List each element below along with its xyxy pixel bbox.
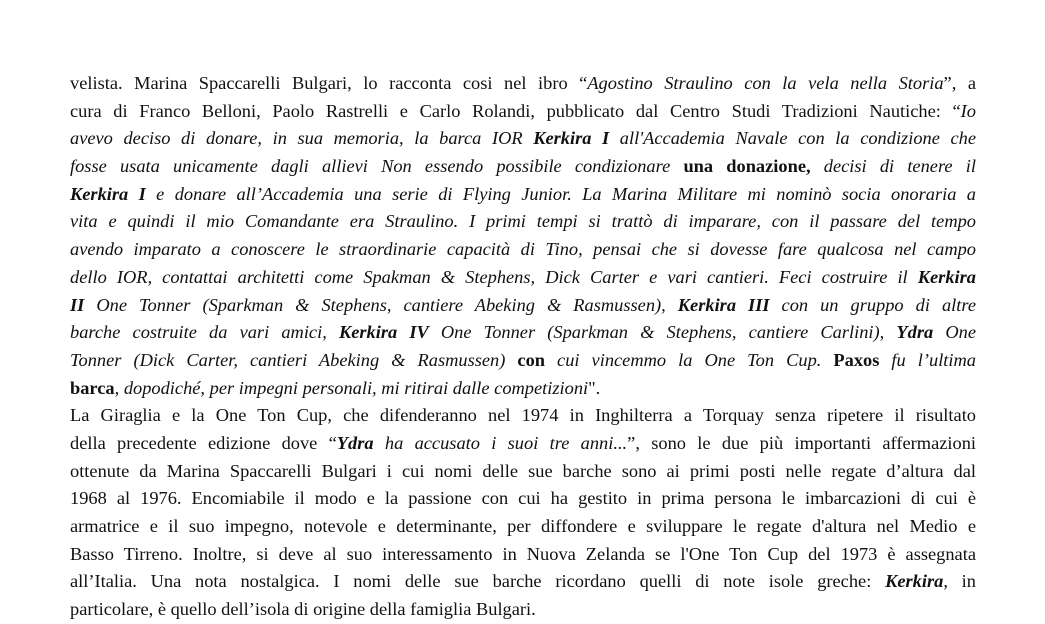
text-line: [70, 125, 976, 153]
text-run: ".: [588, 377, 601, 398]
text-line: [70, 181, 976, 209]
text-run: della precedente edizione dove “: [70, 432, 337, 453]
text-run: II: [70, 294, 85, 315]
text-line: [70, 264, 976, 292]
text-run: Kerkira: [885, 571, 944, 592]
text-run: One Tonner (Sparkman & Stephens, cantiere Carlini),: [428, 322, 897, 343]
text-run: La Giraglia e la One Ton Cup, che difenderanno nel 1974 in Inghilterra a Torquay senza ripetere il risultato: [70, 405, 976, 426]
text-run: e donare all’Accademia una serie di Flying Junior. La Marina Militare mi nominò socia onoraria a: [145, 183, 976, 204]
text-run: Basso Tirreno. Inoltre, si deve al suo interessamento in Nuova Zelanda se l'One Ton Cup del 1973 è assegnata: [70, 543, 976, 564]
text-run: una donazione,: [683, 156, 811, 177]
text-line: [70, 485, 976, 513]
text-run: all’Italia. Una nota nostalgica. I nomi delle sue barche ricordano quelli di note isole greche:: [70, 571, 886, 592]
text-run: all'Accademia Navale con la condizione che: [609, 128, 976, 149]
text-line: [70, 347, 976, 375]
document-page: [70, 70, 976, 624]
text-run: dello IOR, contattai architetti come Spakman & Stephens, Dick Carter e vari cantieri. Feci costruire il: [70, 266, 918, 287]
text-run: fosse usata unicamente dagli allievi Non essendo possibile condizionare: [70, 156, 684, 177]
text-run: con un gruppo di altre: [769, 294, 977, 315]
text-run: cura di Franco Belloni, Paolo Rastrelli e Carlo Rolandi, pubblicato dal Centro Studi Tradizioni Nautiche: “: [70, 100, 961, 121]
text-run: ottenute da Marina Spaccarelli Bulgari i cui nomi delle sue barche sono ai primi posti nelle regate d’altura dal: [70, 460, 976, 481]
text-line: [70, 596, 976, 624]
text-run: Agostino Straulino con la vela nella Storia: [587, 73, 944, 93]
text-run: Kerkira III: [677, 294, 770, 315]
text-line: [70, 541, 976, 569]
text-run: decisi di tenere il: [810, 156, 976, 177]
text-line: [70, 153, 976, 181]
text-run: ha accusato i suoi tre anni...: [373, 432, 628, 453]
text-run: 1968 al 1976. Encomiabile il modo e la passione con cui ha gestito in prima persona le imbarcazioni di cui è: [70, 488, 976, 509]
text-run: particolare, è quello dell’isola di origine della famiglia Bulgari.: [70, 599, 536, 620]
text-line: [70, 236, 976, 264]
text-run: , dopodiché, per impegni personali, mi ritirai dalle competizioni: [114, 377, 589, 398]
text-line: [70, 98, 976, 126]
text-line: [70, 430, 976, 458]
text-run: Kerkira IV: [338, 322, 429, 343]
text-run: fu l’ultima: [879, 349, 976, 370]
text-line: [70, 208, 976, 236]
text-run: avevo deciso di donare, in sua memoria, la barca IOR: [70, 128, 534, 149]
text-run: Io: [960, 100, 976, 121]
text-run: Paxos: [833, 349, 880, 370]
text-line: [70, 458, 976, 486]
text-run: avendo imparato a conoscere le straordinarie capacità di Tino, pensai che si dovesse fare qualcosa nel campo: [70, 239, 976, 260]
text-run: One Tonner (Sparkman & Stephens, cantiere Abeking & Rasmussen),: [84, 294, 678, 315]
text-line: [70, 402, 976, 430]
text-run: cui vincemmo la One Ton Cup.: [545, 349, 834, 370]
text-run: con: [517, 349, 546, 370]
text-run: Kerkira I: [70, 183, 146, 204]
text-run: Kerkira: [917, 266, 976, 287]
text-line: [70, 568, 976, 596]
text-line: [70, 292, 976, 320]
text-run: ”, sono le due più importanti affermazioni: [627, 432, 977, 453]
text-run: velista. Marina Spaccarelli Bulgari, lo racconta cosi nel ibro “: [70, 73, 588, 93]
text-run: barca: [70, 377, 115, 398]
text-run: Ydra: [896, 322, 934, 343]
text-line: [70, 375, 976, 403]
text-run: Tonner (Dick Carter, cantieri Abeking & Rasmussen): [70, 349, 518, 370]
text-line: [70, 319, 976, 347]
text-line: [70, 70, 976, 98]
text-run: barche costruite da vari amici,: [70, 322, 339, 343]
paragraph-quote: [70, 70, 976, 402]
text-run: Kerkira I: [533, 128, 610, 149]
text-run: vita e quindi il mio Comandante era Straulino. I primi tempi si trattò di imparare, con il passare del tempo: [70, 211, 976, 232]
text-run: One: [933, 322, 976, 343]
text-line: [70, 513, 976, 541]
paragraph-summary: [70, 402, 976, 624]
text-run: ”, a: [943, 73, 976, 93]
text-run: , in: [943, 571, 976, 592]
text-run: armatrice e il suo impegno, notevole e determinante, per diffondere e sviluppare le regate d'altura nel Medio e: [70, 516, 976, 536]
text-run: Ydra: [336, 432, 374, 453]
